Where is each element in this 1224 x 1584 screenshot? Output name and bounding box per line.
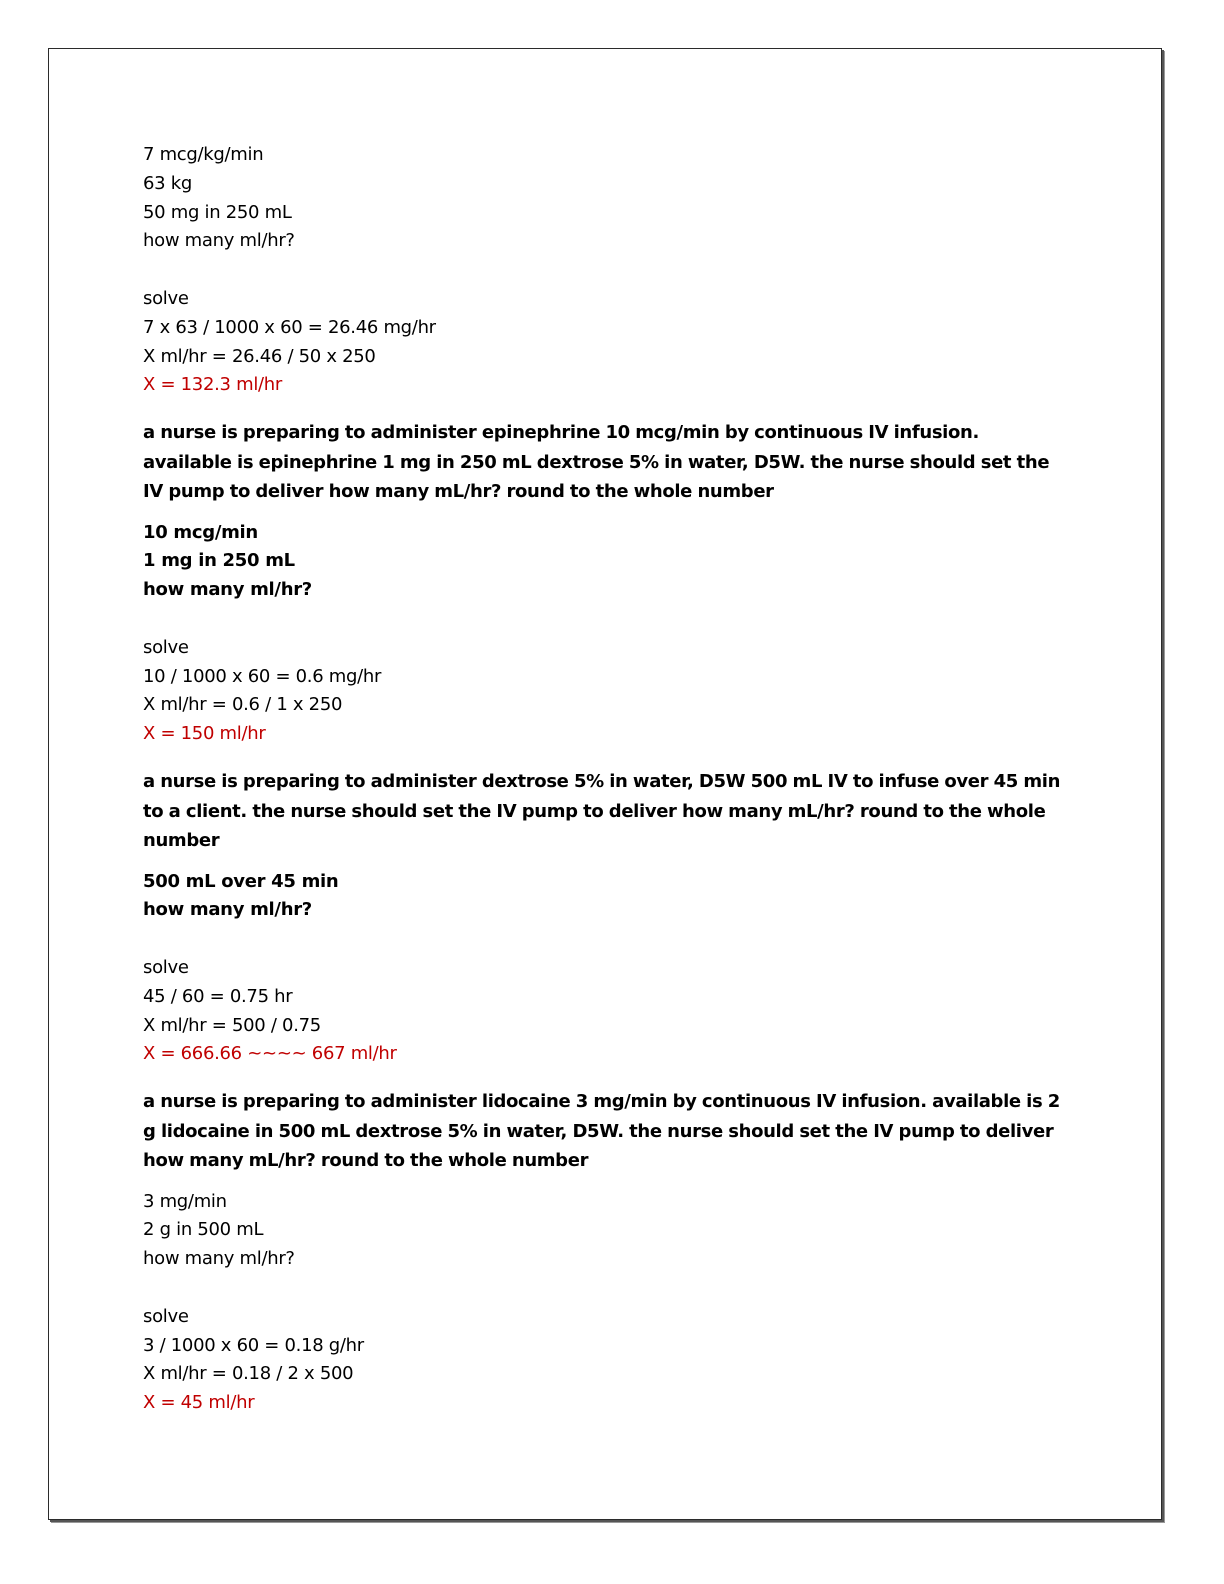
given-line: 63 kg	[143, 172, 192, 194]
given-line: how many ml/hr?	[143, 579, 312, 601]
given-line: 50 mg in 250 mL	[143, 201, 292, 223]
answer-line: X = 45 ml/hr	[143, 1392, 255, 1414]
given-block	[143, 868, 1103, 926]
solution-step: 45 / 60 = 0.75 hr	[143, 985, 293, 1007]
solve-label: solve	[143, 956, 189, 978]
solution-step: 7 x 63 / 1000 x 60 = 26.46 mg/hr	[143, 316, 436, 338]
given-block	[143, 1188, 1103, 1274]
solution-step: X ml/hr = 0.18 / 2 x 500	[143, 1363, 354, 1385]
given-line: 3 mg/min	[143, 1190, 227, 1212]
answer-line: X = 132.3 ml/hr	[143, 374, 283, 396]
solution-step: X ml/hr = 500 / 0.75	[143, 1014, 321, 1036]
solve-label: solve	[143, 287, 189, 309]
given-line: 1 mg in 250 mL	[143, 550, 295, 572]
given-line: 10 mcg/min	[143, 521, 258, 543]
question-text: a nurse is preparing to administer dextrose 5% in water, D5W 500 mL IV to infuse over 45 min to a client. the nurse should set the IV pump to deliver how many mL/hr? round to the whole number	[143, 771, 1061, 852]
solve-label: solve	[143, 1305, 189, 1327]
given-line: 2 g in 500 mL	[143, 1219, 264, 1241]
given-line: 7 mcg/kg/min	[143, 144, 264, 165]
question-text: a nurse is preparing to administer epinephrine 10 mcg/min by continuous IV infusion. available is epinephrine 1 mg in 250 mL dextrose 5% in water, D5W. the nurse should set the IV pump to deliver how many mL/hr? round to the whole number	[143, 422, 1050, 503]
given-line: how many ml/hr?	[143, 899, 312, 921]
document-content	[143, 141, 1103, 1418]
problem-1	[143, 141, 1103, 400]
solution-step: X ml/hr = 0.6 / 1 x 250	[143, 694, 343, 716]
blank-line	[143, 256, 1103, 285]
question-text: a nurse is preparing to administer lidocaine 3 mg/min by continuous IV infusion. available is 2 g lidocaine in 500 mL dextrose 5% in water, D5W. the nurse should set the IV pump to deliver how many mL/hr? round to the whole number	[143, 1091, 1060, 1172]
given-line: how many ml/hr?	[143, 1248, 295, 1270]
blank-line	[143, 605, 1103, 634]
answer-line: X = 150 ml/hr	[143, 723, 266, 745]
solution-step: X ml/hr = 26.46 / 50 x 250	[143, 345, 376, 367]
answer-line: X = 666.66 ~~~~ 667 ml/hr	[143, 1043, 397, 1065]
blank-line	[143, 1274, 1103, 1303]
given-block	[143, 519, 1103, 605]
solution-step: 3 / 1000 x 60 = 0.18 g/hr	[143, 1334, 364, 1356]
given-line: how many ml/hr?	[143, 230, 295, 252]
given-block	[143, 141, 1103, 256]
problem-2	[143, 418, 1103, 749]
problem-4	[143, 1087, 1103, 1418]
blank-line	[143, 925, 1103, 954]
solution-step: 10 / 1000 x 60 = 0.6 mg/hr	[143, 665, 382, 687]
problem-3	[143, 767, 1103, 1069]
given-line: 500 mL over 45 min	[143, 870, 339, 892]
solve-label: solve	[143, 636, 189, 658]
